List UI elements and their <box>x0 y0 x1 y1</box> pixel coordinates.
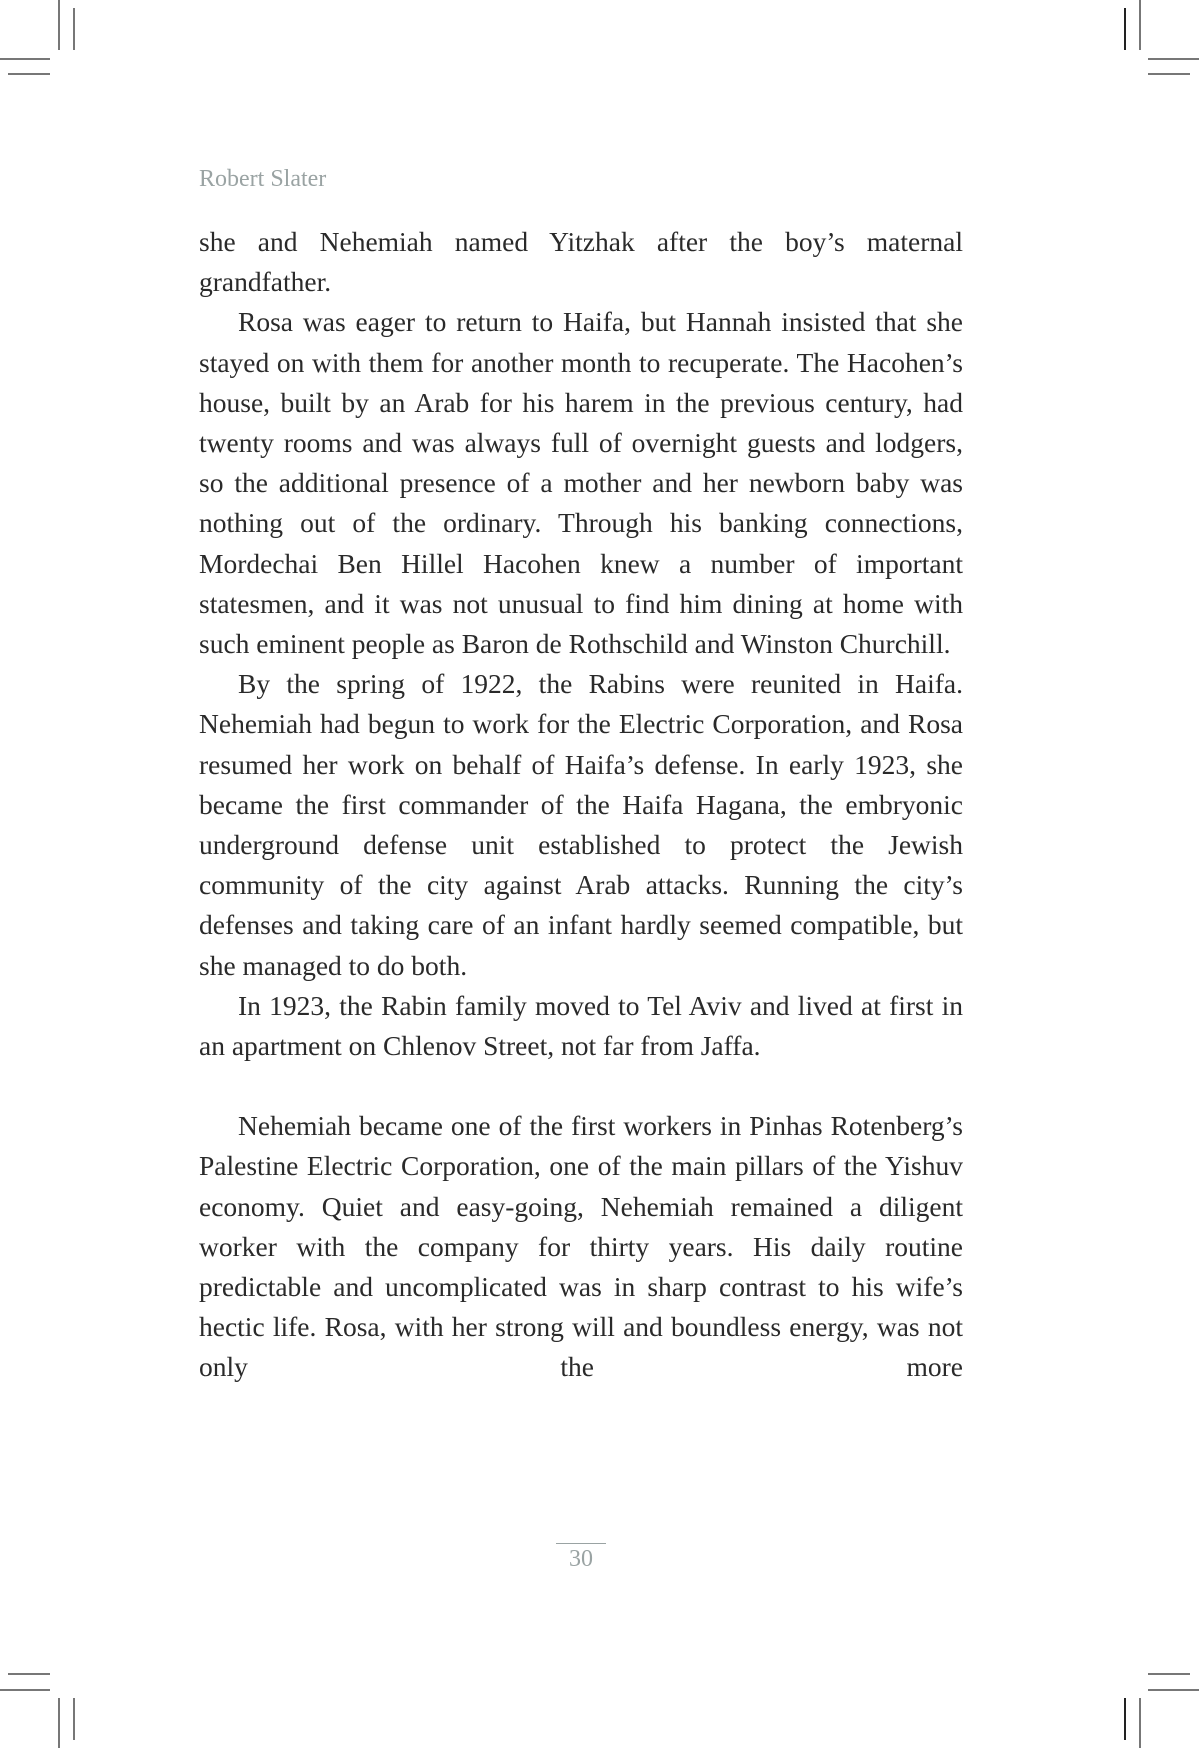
crop-mark-top-right-v2 <box>1139 0 1141 50</box>
paragraph: Rosa was eager to return to Haifa, but Hannah insisted that she stayed on with them for another month to recuperate. The Hacohen’s house, built by an Arab for his harem in the previous century, had twenty rooms and was always full of overnight guests and lodgers, so the additional presence of a mother and her newborn baby was nothing out of the ordinary. Through his banking connections, Mordechai Ben Hillel Hacohen knew a number of important statesmen, and it was not unusual to find him dining at home with such eminent people as Baron de Rothschild and Winston Churchill. <box>199 306 963 660</box>
crop-mark-top-left-v1 <box>58 0 60 50</box>
page-body <box>199 222 963 1388</box>
crop-mark-top-left-v2 <box>73 8 75 50</box>
crop-mark-top-left-h1 <box>0 58 50 60</box>
crop-mark-top-right-v1 <box>1124 8 1126 50</box>
crop-mark-top-right-h1 <box>1148 58 1199 60</box>
crop-mark-bottom-right-v1 <box>1124 1698 1126 1740</box>
paragraph: By the spring of 1922, the Rabins were reunited in Haifa. Nehemiah had begun to work for the Electric Corporation, and Rosa resumed her work on behalf of Haifa’s defense. In early 1923, she became the first commander of the Haifa Hagana, the embryonic underground defense unit established to protect the Jewish community of the city against Arab attacks. Running the city’s defenses and taking care of an infant hardly seemed compatible, but she managed to do both. <box>199 668 963 981</box>
crop-mark-bottom-left-h2 <box>0 1689 50 1691</box>
crop-mark-bottom-right-h2 <box>1148 1689 1199 1691</box>
crop-mark-bottom-right-v2 <box>1139 1698 1141 1748</box>
crop-mark-top-left-h2 <box>8 73 50 75</box>
running-header-author: Robert Slater <box>199 166 327 192</box>
page-number: 30 <box>556 1543 606 1572</box>
paragraph: In 1923, the Rabin family moved to Tel Aviv and lived at first in an apartment on Chlenov Street, not far from Jaffa. <box>199 989 963 1062</box>
crop-mark-bottom-left-h1 <box>8 1673 50 1675</box>
crop-mark-bottom-right-h1 <box>1148 1673 1190 1675</box>
crop-mark-bottom-left-v1 <box>58 1698 60 1748</box>
crop-mark-top-right-h2 <box>1148 73 1190 75</box>
crop-mark-bottom-left-v2 <box>73 1698 75 1740</box>
paragraph: Nehemiah became one of the first workers in Pinhas Rotenberg’s Palestine Electric Corporation, one of the main pillars of the Yishuv economy. Quiet and easy-going, Nehemiah remained a diligent worker with the company for thirty years. His daily routine predictable and uncomplicated was in sharp contrast to his wife’s hectic life. Rosa, with her strong will and boundless energy, was not only the more <box>199 1110 963 1383</box>
paragraph: she and Nehemiah named Yitzhak after the boy’s maternal grandfather. <box>199 226 963 298</box>
